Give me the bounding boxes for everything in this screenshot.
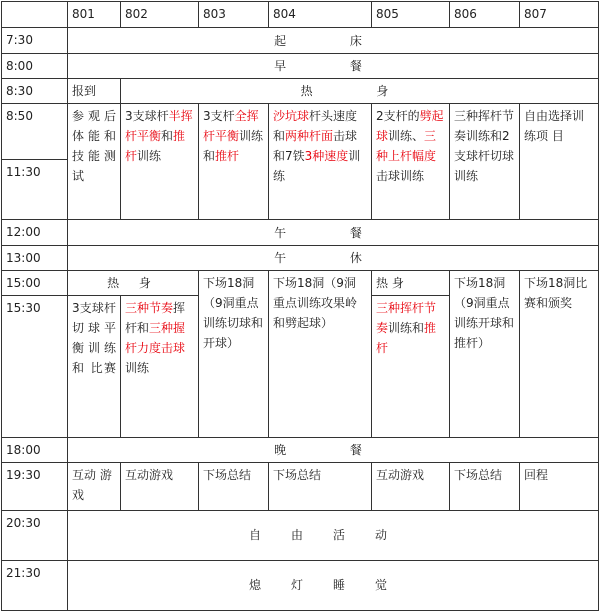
morning-804: 沙坑球杆头速度和两种杆面击球和7铁3种速度训练: [269, 104, 372, 220]
morning-803: 3支杆全挥杆平衡训练和推杆: [199, 104, 269, 220]
evening-805: 互动游戏: [372, 463, 450, 511]
nap: 午 休: [68, 246, 599, 271]
time-label: 11:30: [2, 160, 68, 220]
row-1200: [2, 220, 599, 246]
lunch: 午 餐: [68, 220, 599, 246]
schedule-table: [1, 1, 599, 611]
row-1930: [2, 463, 599, 511]
time-label: 15:00: [2, 271, 68, 296]
row-0800: [2, 54, 599, 79]
time-label: 8:00: [2, 54, 68, 79]
evening-807: 回程: [520, 463, 599, 511]
header-804: 804: [269, 2, 372, 28]
header-801: 801: [68, 2, 121, 28]
evening-801: 互动 游戏: [68, 463, 121, 511]
morning-807: 自由选择训练项 目: [520, 104, 599, 220]
checkin-cell: 报到: [68, 79, 121, 104]
time-label: 18:00: [2, 438, 68, 463]
breakfast: 早 餐: [68, 54, 599, 79]
row-2030: [2, 511, 599, 561]
warmup-afternoon: 热 身: [68, 271, 199, 296]
lights-out: 熄灯睡觉: [68, 561, 599, 611]
time-label: 20:30: [2, 511, 68, 561]
header-corner: [2, 2, 68, 28]
afternoon-807: 下场18洞比赛和颁奖: [520, 271, 599, 438]
time-label: 15:30: [2, 296, 68, 438]
header-806: 806: [450, 2, 520, 28]
header-802: 802: [121, 2, 199, 28]
morning-805: 2支杆的劈起球训练、三种上杆幅度击球训练: [372, 104, 450, 220]
row-2130: [2, 561, 599, 611]
morning-806: 三种挥杆节奏训练和2支球杆切球训练: [450, 104, 520, 220]
morning-802: 3支球杆半挥杆平衡和推杆训练: [121, 104, 199, 220]
dinner: 晚 餐: [68, 438, 599, 463]
time-label: 8:50: [2, 104, 68, 160]
afternoon-802: 三种节奏挥杆和三种握杆力度击球训练: [121, 296, 199, 438]
time-label: 12:00: [2, 220, 68, 246]
warmup-morning: 热 身: [121, 79, 599, 104]
header-807: 807: [520, 2, 599, 28]
afternoon-805: 三种挥杆节奏训练和推杆: [372, 296, 450, 438]
morning-801: 参 观 后 体 能 和 技 能 测试: [68, 104, 121, 220]
wake-up: 起 床: [68, 28, 599, 54]
evening-803: 下场总结: [199, 463, 269, 511]
row-1500: [2, 271, 599, 296]
evening-804: 下场总结: [269, 463, 372, 511]
afternoon-803: 下场18洞（9洞重点训练切球和开球）: [199, 271, 269, 438]
evening-802: 互动游戏: [121, 463, 199, 511]
row-1300: [2, 246, 599, 271]
header-805: 805: [372, 2, 450, 28]
afternoon-805-warmup: 热 身: [372, 271, 450, 296]
row-0830: [2, 79, 599, 104]
row-0730: [2, 28, 599, 54]
time-label: 21:30: [2, 561, 68, 611]
afternoon-806: 下场18洞（9洞重点训练开球和推杆）: [450, 271, 520, 438]
afternoon-801: 3支球杆 切 球 平 衡 训 练 和 比赛: [68, 296, 121, 438]
time-label: 8:30: [2, 79, 68, 104]
time-label: 7:30: [2, 28, 68, 54]
header-row: [2, 2, 599, 28]
row-0850: [2, 104, 599, 160]
time-label: 19:30: [2, 463, 68, 511]
header-803: 803: [199, 2, 269, 28]
row-1800: [2, 438, 599, 463]
evening-806: 下场总结: [450, 463, 520, 511]
afternoon-804: 下场18洞（9洞重点训练攻果岭和劈起球）: [269, 271, 372, 438]
time-label: 13:00: [2, 246, 68, 271]
free-activity: 自由活动: [68, 511, 599, 561]
